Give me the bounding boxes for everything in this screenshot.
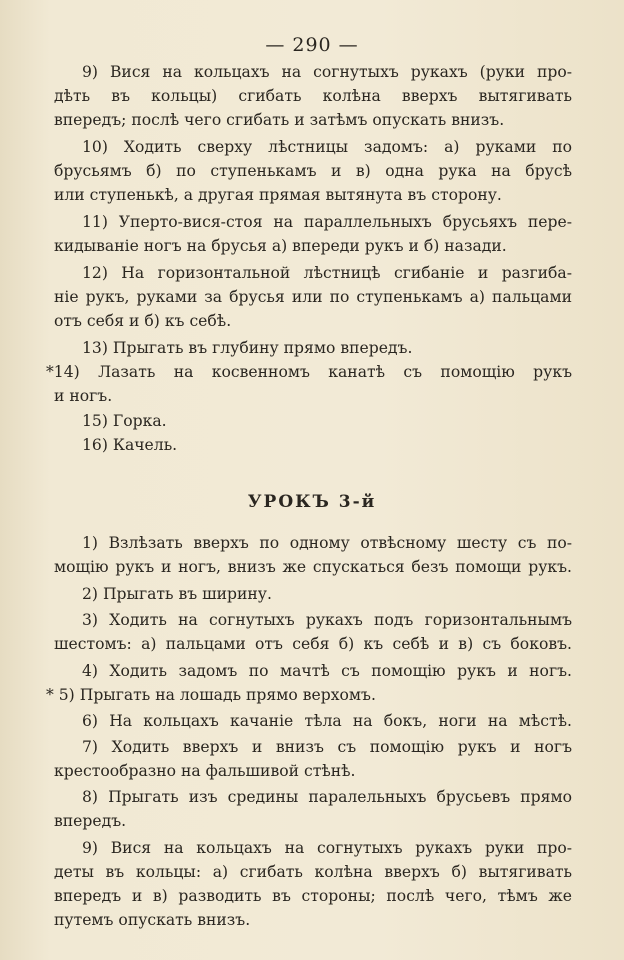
text-line: кидываніе ногъ на брусья а) впереди рукъ и б) назади. xyxy=(54,237,507,255)
text-line: впередъ. xyxy=(54,812,127,830)
text-line: 3) Ходить на согнутыхъ рукахъ подъ горизонтальнымъ xyxy=(82,611,572,629)
text-line: впередъ и в) разводить въ стороны; послѣ чего, тѣмъ же xyxy=(54,887,572,905)
text-line: 6) На кольцахъ качаніе тѣла на бокъ, ноги на мѣстѣ. xyxy=(82,712,572,730)
text-line: брусьямъ б) по ступенькамъ и в) одна рука на брусѣ xyxy=(54,162,572,180)
text-line: мощію рукъ и ногъ, внизъ же спускаться безъ помощи рукъ. xyxy=(54,558,572,576)
text-line: дѣть въ кольцы) сгибать колѣна вверхъ вытягивать xyxy=(54,87,572,105)
text-line: 10) Ходить сверху лѣстницы задомъ: а) руками по xyxy=(82,138,572,156)
text-line: 2) Прыгать въ ширину. xyxy=(82,585,272,603)
text-line: шестомъ: а) пальцами отъ себя б) къ себѣ и в) съ боковъ. xyxy=(54,635,572,653)
text-line: деты въ кольцы: а) сгибать колѣна вверхъ б) вытягивать xyxy=(54,863,572,881)
text-line: 15) Горка. xyxy=(82,412,167,430)
text-line: крестообразно на фальшивой стѣнѣ. xyxy=(54,762,356,780)
text-line: или ступенькѣ, а другая прямая вытянута въ сторону. xyxy=(54,186,502,204)
text-line: 13) Прыгать въ глубину прямо впередъ. xyxy=(82,339,413,357)
text-line: 12) На горизонтальной лѣстницѣ сгибаніе и разгиба- xyxy=(82,264,572,282)
page-number: — 290 — xyxy=(265,34,359,56)
text-line: впередъ; послѣ чего сгибать и затѣмъ опускать внизъ. xyxy=(54,111,505,129)
text-line: 9) Вися на кольцахъ на согнутыхъ рукахъ (руки про- xyxy=(82,63,572,81)
text-line: 9) Вися на кольцахъ на согнутыхъ рукахъ руки про- xyxy=(82,839,572,857)
text-line: и ногъ. xyxy=(54,387,113,405)
text-line: ніе рукъ, руками за брусья или по ступенькамъ а) пальцами xyxy=(54,288,572,306)
text-line: *14) Лазать на косвенномъ канатѣ съ помощію рукъ xyxy=(46,363,572,381)
text-line: 4) Ходить задомъ по мачтѣ съ помощію рукъ и ногъ. xyxy=(82,662,572,680)
lesson-heading: УРОКЪ 3-й xyxy=(247,492,377,512)
text-line: 8) Прыгать изъ средины паралельныхъ брусьевъ прямо xyxy=(82,788,572,806)
text-line: 1) Взлѣзать вверхъ по одному отвѣсному шесту съ по- xyxy=(82,534,572,552)
text-line: * 5) Прыгать на лошадь прямо верхомъ. xyxy=(46,686,376,704)
text-line: отъ себя и б) къ себѣ. xyxy=(54,312,232,330)
text-line: 11) Уперто-вися-стоя на параллельныхъ брусьяхъ пере- xyxy=(82,213,572,231)
text-line: 16) Качель. xyxy=(82,436,178,454)
text-line: путемъ опускать внизъ. xyxy=(54,911,251,929)
text-line: 7) Ходить вверхъ и внизъ съ помощію рукъ и ногъ xyxy=(82,738,572,756)
